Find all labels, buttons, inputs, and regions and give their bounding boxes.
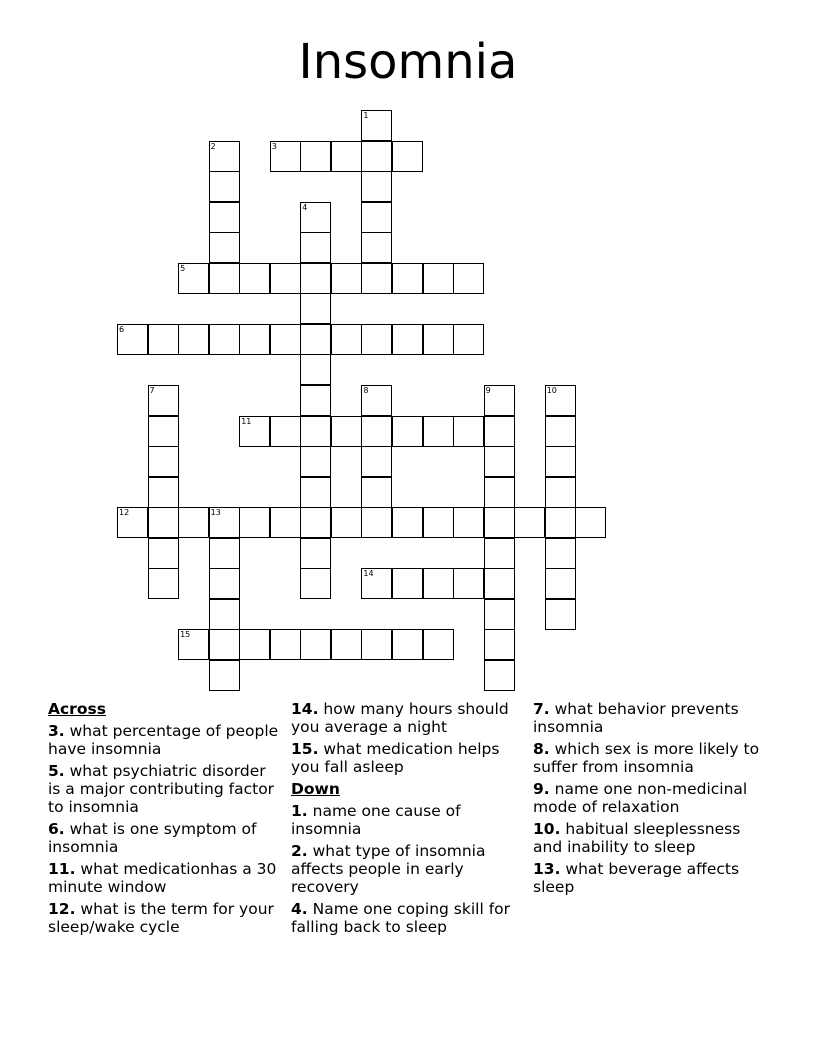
grid-cell[interactable] <box>392 141 423 172</box>
grid-cell[interactable] <box>423 568 454 599</box>
grid-cell[interactable] <box>423 507 454 538</box>
grid-cell[interactable] <box>545 599 576 630</box>
grid-cell[interactable] <box>300 477 331 508</box>
grid-cell[interactable] <box>361 171 392 202</box>
grid-cell[interactable] <box>545 507 576 538</box>
grid-cell[interactable] <box>361 446 392 477</box>
clue-down-13: 13. what beverage affects sleep <box>533 860 740 896</box>
grid-cell[interactable] <box>209 171 240 202</box>
cell-number: 11 <box>241 416 252 426</box>
cell-number: 13 <box>210 508 221 518</box>
grid-cell[interactable] <box>209 202 240 233</box>
grid-cell[interactable] <box>453 568 484 599</box>
grid-cell[interactable] <box>361 629 392 660</box>
cell-number: 8 <box>363 385 369 395</box>
clue-across-11: 11. what medicationhas a 30 minute window <box>48 860 277 896</box>
grid-cell[interactable] <box>331 416 362 447</box>
grid-cell[interactable] <box>484 446 515 477</box>
grid-cell[interactable] <box>423 416 454 447</box>
grid-cell[interactable] <box>148 507 179 538</box>
clue-across-15: 15. what medication helps you fall asleep <box>291 740 500 776</box>
grid-cell[interactable] <box>484 385 515 416</box>
grid-cell[interactable] <box>514 507 545 538</box>
grid-cell[interactable] <box>331 141 362 172</box>
clue-across-3: 3. what percentage of people have insomnia <box>48 722 279 758</box>
cell-number: 2 <box>210 141 216 151</box>
grid-cell[interactable] <box>270 629 301 660</box>
grid-cell[interactable] <box>270 324 301 355</box>
grid-cell[interactable] <box>361 568 392 599</box>
grid-cell[interactable] <box>453 324 484 355</box>
grid-cell[interactable] <box>423 324 454 355</box>
grid-cell[interactable] <box>209 629 240 660</box>
grid-cell[interactable] <box>300 446 331 477</box>
cell-number: 9 <box>485 385 491 395</box>
grid-cell[interactable] <box>178 507 209 538</box>
grid-cell[interactable] <box>270 507 301 538</box>
clue-column-1 <box>48 700 280 940</box>
cell-number: 14 <box>363 569 374 579</box>
grid-cell[interactable] <box>239 629 270 660</box>
grid-cell[interactable] <box>423 629 454 660</box>
grid-cell[interactable] <box>392 324 423 355</box>
grid-cell[interactable] <box>148 568 179 599</box>
grid-cell[interactable] <box>484 477 515 508</box>
grid-cell[interactable] <box>484 538 515 569</box>
grid-cell[interactable] <box>484 416 515 447</box>
grid-cell[interactable] <box>148 538 179 569</box>
clue-down-9: 9. name one non-medicinal mode of relaxation <box>533 780 748 816</box>
grid-cell[interactable] <box>209 599 240 630</box>
grid-cell[interactable] <box>209 263 240 294</box>
cell-number: 12 <box>119 508 130 518</box>
grid-cell[interactable] <box>331 324 362 355</box>
cell-number: 3 <box>271 141 277 151</box>
grid-cell[interactable] <box>545 416 576 447</box>
clue-across-12: 12. what is the term for your sleep/wake cycle <box>48 900 274 936</box>
page-title: Insomnia <box>298 34 518 90</box>
grid-cell[interactable] <box>270 141 301 172</box>
grid-cell[interactable] <box>209 660 240 691</box>
grid-cell[interactable] <box>331 507 362 538</box>
grid-cell[interactable] <box>361 416 392 447</box>
grid-cell[interactable] <box>300 232 331 263</box>
grid-cell[interactable] <box>117 324 148 355</box>
grid-cell[interactable] <box>484 568 515 599</box>
grid-cell[interactable] <box>361 385 392 416</box>
grid-cell[interactable] <box>545 477 576 508</box>
grid-cell[interactable] <box>300 293 331 324</box>
grid-cell[interactable] <box>361 202 392 233</box>
grid-cell[interactable] <box>300 538 331 569</box>
grid-cell[interactable] <box>392 629 423 660</box>
grid-cell[interactable] <box>484 660 515 691</box>
down-heading: Down <box>291 780 340 798</box>
grid-cell[interactable] <box>575 507 606 538</box>
grid-cell[interactable] <box>300 141 331 172</box>
cell-number: 7 <box>149 385 155 395</box>
grid-cell[interactable] <box>453 507 484 538</box>
grid-cell[interactable] <box>270 263 301 294</box>
cell-number: 6 <box>119 324 125 334</box>
grid-cell[interactable] <box>453 416 484 447</box>
clue-down-1: 1. name one cause of insomnia <box>291 802 461 838</box>
grid-cell[interactable] <box>423 263 454 294</box>
grid-cell[interactable] <box>300 416 331 447</box>
cell-number: 1 <box>363 111 369 120</box>
clue-down-8: 8. which sex is more likely to suffer from insomnia <box>533 740 760 776</box>
grid-cell[interactable] <box>392 263 423 294</box>
grid-cell[interactable] <box>392 507 423 538</box>
grid-cell[interactable] <box>209 568 240 599</box>
grid-cell[interactable] <box>453 263 484 294</box>
grid-cell[interactable] <box>209 324 240 355</box>
grid-cell[interactable] <box>392 568 423 599</box>
grid-cell[interactable] <box>361 141 392 172</box>
grid-cell[interactable] <box>209 232 240 263</box>
grid-cell[interactable] <box>300 324 331 355</box>
grid-cell[interactable] <box>239 263 270 294</box>
across-heading: Across <box>48 700 106 718</box>
grid-cell[interactable] <box>392 416 423 447</box>
clue-across-6: 6. what is one symptom of insomnia <box>48 820 257 856</box>
grid-cell[interactable] <box>331 263 362 294</box>
grid-cell[interactable] <box>178 324 209 355</box>
grid-cell[interactable] <box>361 477 392 508</box>
grid-cell[interactable] <box>209 141 240 172</box>
grid-cell[interactable] <box>209 507 240 538</box>
cell-number: 15 <box>180 630 191 640</box>
grid-cell[interactable] <box>545 385 576 416</box>
grid-cell[interactable] <box>148 385 179 416</box>
grid-cell[interactable] <box>361 324 392 355</box>
clue-down-10: 10. habitual sleeplessness and inability to sleep <box>533 820 741 856</box>
grid-cell[interactable] <box>239 324 270 355</box>
clue-column-2 <box>291 700 523 940</box>
grid-cell[interactable] <box>300 507 331 538</box>
clue-down-7: 7. what behavior prevents insomnia <box>533 700 739 736</box>
grid-cell[interactable] <box>545 538 576 569</box>
grid-cell[interactable] <box>300 568 331 599</box>
grid-cell[interactable] <box>239 507 270 538</box>
clue-down-2: 2. what type of insomnia affects people in early recovery <box>291 842 486 896</box>
grid-cell[interactable] <box>148 416 179 447</box>
grid-cell[interactable] <box>209 538 240 569</box>
cell-number: 4 <box>302 202 308 212</box>
grid-cell[interactable] <box>361 507 392 538</box>
grid-cell[interactable] <box>300 385 331 416</box>
grid-cell[interactable] <box>239 416 270 447</box>
grid-cell[interactable] <box>484 507 515 538</box>
grid-cell[interactable] <box>178 263 209 294</box>
clue-down-4: 4. Name one coping skill for falling back to sleep <box>291 900 511 936</box>
grid-cell[interactable] <box>361 232 392 263</box>
cell-number: 10 <box>546 385 557 395</box>
grid-cell[interactable] <box>331 629 362 660</box>
grid-cell[interactable] <box>300 202 331 233</box>
grid-cell[interactable] <box>300 263 331 294</box>
clue-column-3 <box>533 700 765 900</box>
grid-cell[interactable] <box>484 599 515 630</box>
grid-cell[interactable] <box>270 416 301 447</box>
grid-cell[interactable] <box>148 477 179 508</box>
grid-cell[interactable] <box>484 629 515 660</box>
grid-cell[interactable] <box>300 354 331 385</box>
grid-cell[interactable] <box>148 324 179 355</box>
grid-cell[interactable] <box>545 446 576 477</box>
grid-cell[interactable] <box>545 568 576 599</box>
clue-across-14: 14. how many hours should you average a night <box>291 700 509 736</box>
grid-cell[interactable] <box>300 629 331 660</box>
clue-across-5: 5. what psychiatric disorder is a major contributing factor to insomnia <box>48 762 275 816</box>
grid-cell[interactable] <box>361 110 392 141</box>
grid-cell[interactable] <box>178 629 209 660</box>
grid-cell[interactable] <box>117 507 148 538</box>
cell-number: 5 <box>180 263 186 273</box>
grid-cell[interactable] <box>361 263 392 294</box>
grid-cell[interactable] <box>148 446 179 477</box>
